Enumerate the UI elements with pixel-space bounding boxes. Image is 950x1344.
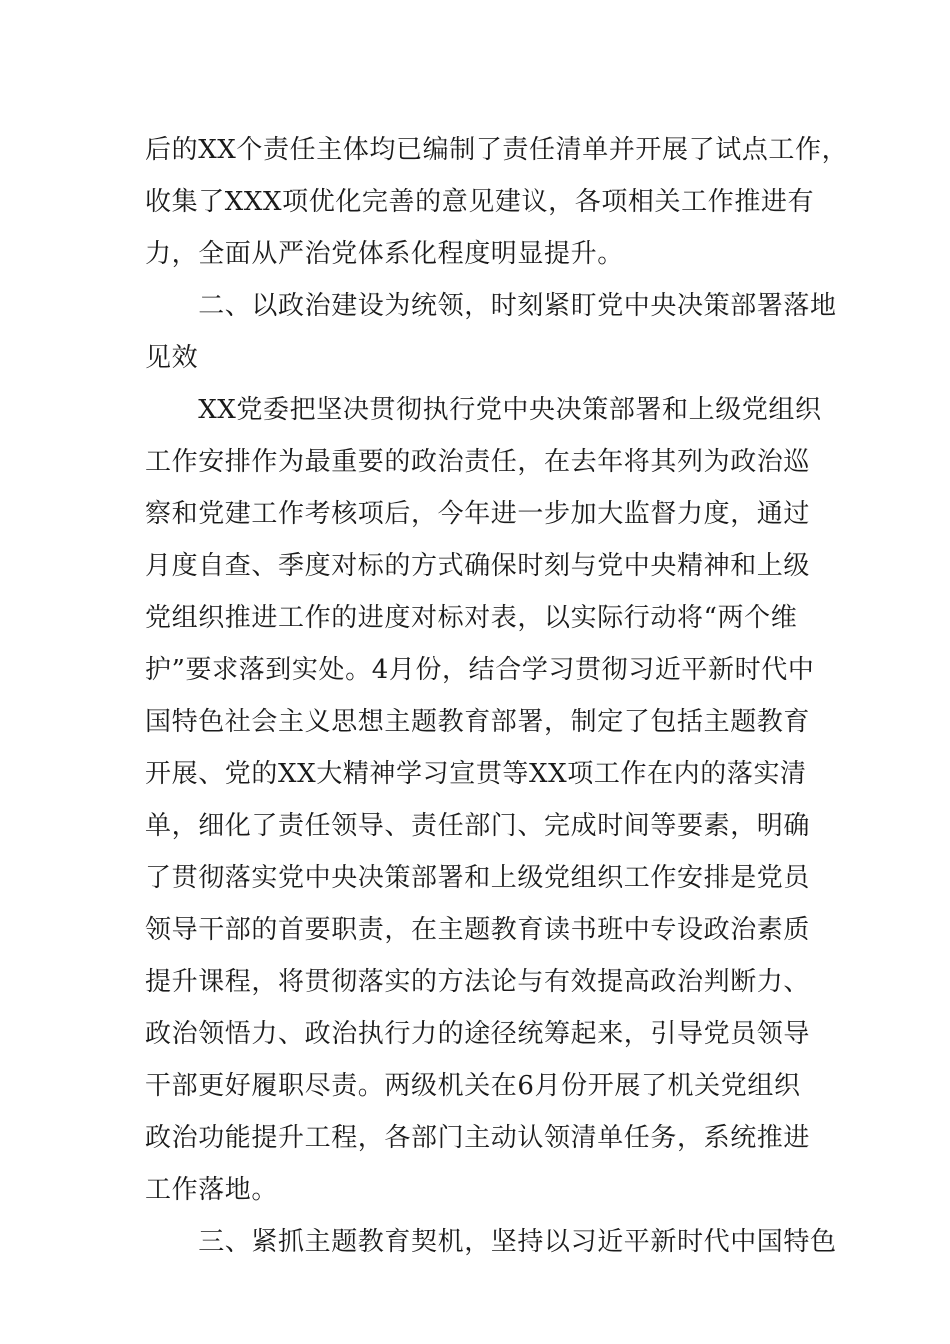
heading-line: 见效 [145,343,199,373]
text-line: 工作落地。 [145,1175,279,1205]
text-line: 政治领悟力、政治执行力的途径统筹起来，引导党员领导 [145,1019,811,1049]
text-line: 护”要求落到实处。4月份，结合学习贯彻习近平新时代中 [145,655,815,685]
heading-line: 三、紧抓主题教育契机，坚持以习近平新时代中国特色 [145,1227,837,1257]
paragraph-responsibility-list [145,124,849,280]
text-line: 月度自查、季度对标的方式确保时刻与党中央精神和上级 [145,551,811,581]
text-line: 提升课程，将贯彻落实的方法论与有效提高政治判断力、 [145,967,811,997]
text-line: 国特色社会主义思想主题教育部署，制定了包括主题教育 [145,707,811,737]
section-heading-theme-education [145,1216,837,1268]
text-line: 干部更好履职尽责。两级机关在6月份开展了机关党组织 [145,1071,801,1101]
text-line: 开展、党的XX大精神学习宣贯等XX项工作在内的落实清 [145,759,807,789]
text-line: 党组织推进工作的进度对标对表，以实际行动将“两个维 [145,603,798,633]
text-line: 察和党建工作考核项后，今年进一步加大监督力度，通过 [145,499,811,529]
text-line: 政治功能提升工程，各部门主动认领清单任务，系统推进 [145,1123,811,1153]
heading-line: 二、以政治建设为统领，时刻紧盯党中央决策部署落地 [145,291,837,321]
text-line: 力，全面从严治党体系化程度明显提升。 [145,239,624,269]
paragraph-party-committee [145,384,822,1216]
text-line: 领导干部的首要职责，在主题教育读书班中专设政治素质 [145,915,811,945]
text-line: 了贯彻落实党中央决策部署和上级党组织工作安排是党员 [145,863,811,893]
text-line: 单，细化了责任领导、责任部门、完成时间等要素，明确 [145,811,811,841]
section-heading-political-building [145,280,837,384]
document-body [145,124,849,1268]
text-line: 工作安排作为最重要的政治责任，在去年将其列为政治巡 [145,447,811,477]
text-line: 收集了XXX项优化完善的意见建议，各项相关工作推进有 [145,187,815,217]
text-line: 后的XX个责任主体均已编制了责任清单并开展了试点工作， [145,135,849,165]
text-line: XX党委把坚决贯彻执行党中央决策部署和上级党组织 [145,395,822,425]
